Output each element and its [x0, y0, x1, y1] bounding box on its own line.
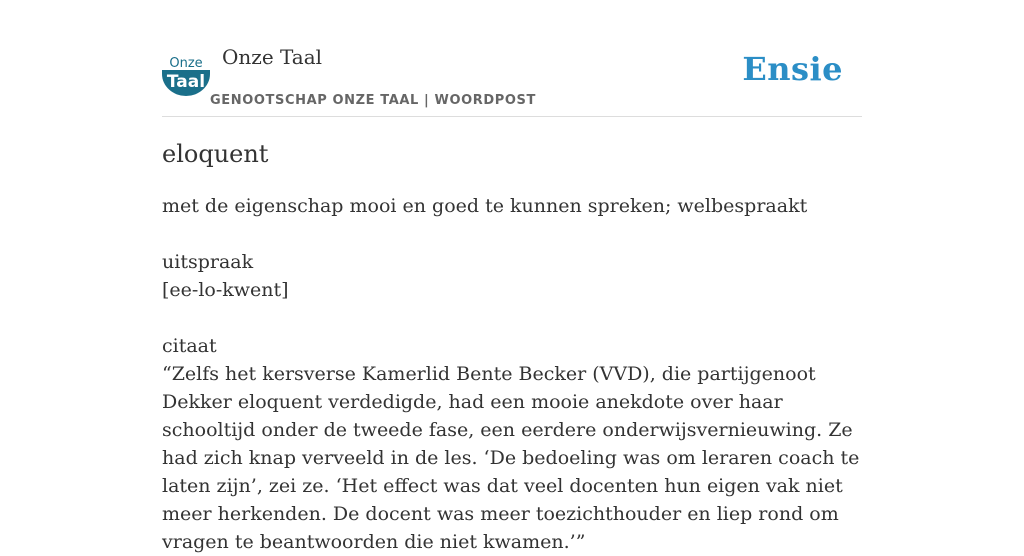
logo-text-top: Onze [169, 56, 203, 71]
site-name[interactable]: Onze Taal [222, 45, 323, 69]
entry-term: eloquent [162, 140, 269, 168]
logo-text-bottom: Taal [166, 72, 206, 92]
header [162, 0, 862, 117]
entry-definition: met de eigenschap mooi en goed te kunnen spreken; welbespraakt [162, 195, 808, 217]
quote-label: citaat [162, 335, 217, 357]
quote-text: “Zelfs het kersverse Kamerlid Bente Becker (VVD), die partijgenoot Dekker eloquent verdedigde, had een mooie anekdote over haar schooltijd onder de tweede fase, een eerdere onderwijsvernieuwing. Ze had zich knap verveeld in de les. ‘De bedoeling was om leraren coach te laten zijn’, zei ze. ‘Het effect was dat veel docenten hun eigen vak niet meer herkenden. De docent was meer toezichthouder en liep rond om vragen te beantwoorden die niet kwamen.’” [162, 363, 860, 553]
entry-content [162, 192, 862, 556]
ensie-brand-link[interactable]: Ensie [742, 50, 843, 88]
pronunciation-value: [ee-lo-kwent] [162, 279, 289, 301]
pronunciation-label: uitspraak [162, 251, 254, 273]
site-subtitle: GENOOTSCHAP ONZE TAAL | WOORDPOST [210, 93, 536, 108]
onze-taal-logo-icon[interactable] [162, 52, 210, 96]
entry-card [162, 0, 862, 553]
